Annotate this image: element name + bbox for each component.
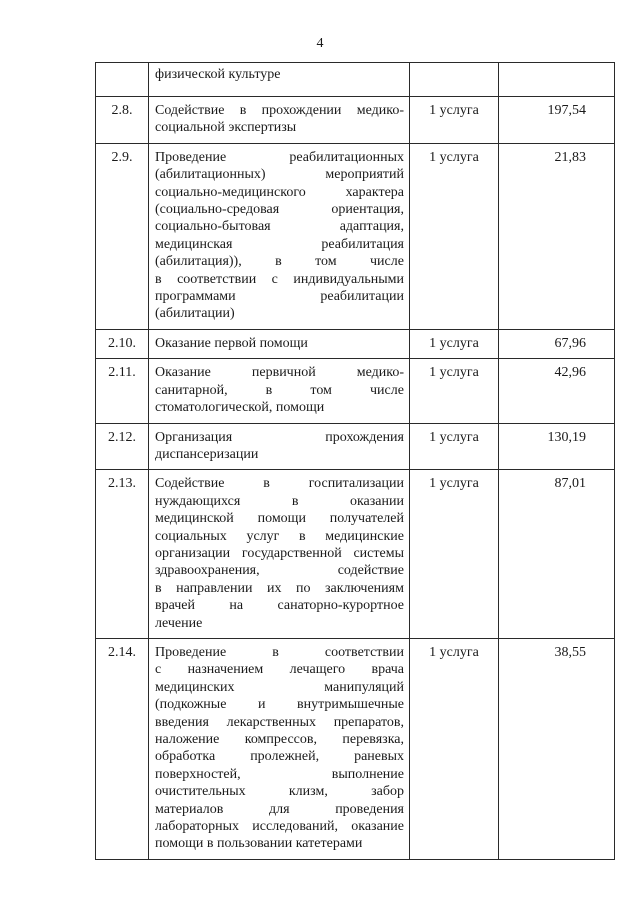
service-name-line: поверхностей, выполнение — [155, 766, 404, 782]
page-number: 4 — [316, 36, 324, 51]
service-name-line: санитарной, в том числе — [155, 382, 404, 398]
service-number-cell: 2.9. — [96, 143, 149, 329]
service-name-line: физической культуре — [155, 67, 281, 82]
service-name-line: помощи в пользовании катетерами — [155, 836, 363, 852]
service-unit-cell — [410, 63, 499, 97]
service-name-line: социально-бытовая адаптация, — [155, 219, 404, 235]
service-name-line: стоматологической, помощи — [155, 400, 325, 416]
service-name-line: социальных услуг в медицинские — [155, 528, 404, 544]
service-unit-cell: 1 услуга — [410, 638, 499, 859]
service-name-line: Проведение реабилитационных — [155, 149, 404, 165]
service-name-line: обработка пролежней, раневых — [155, 749, 404, 765]
service-name-line: наложение компрессов, перевязка, — [155, 732, 404, 747]
service-name-line: введения лекарственных препаратов, — [155, 714, 404, 730]
table-row — [96, 359, 615, 423]
table-row — [96, 97, 615, 144]
service-unit-cell: 1 услуга — [410, 359, 499, 423]
service-name-line: (подкожные и внутримышечные — [155, 697, 404, 713]
service-number-cell: 2.13. — [96, 470, 149, 639]
service-name-cell — [149, 470, 410, 639]
service-name-line: медицинская реабилитация — [155, 236, 404, 252]
service-name-line: программами реабилитации — [155, 289, 404, 305]
service-name-line: (абилитация)), в том числе — [155, 254, 404, 270]
service-number-cell — [96, 63, 149, 97]
service-number-cell: 2.12. — [96, 423, 149, 470]
service-price-cell: 197,54 — [499, 97, 615, 144]
service-unit-cell: 1 услуга — [410, 329, 499, 358]
service-name-line: лабораторных исследований, оказание — [155, 819, 404, 835]
service-name-cell — [149, 143, 410, 329]
service-name-line: в направлении их по заключениям — [155, 580, 404, 596]
service-name-line: Организация прохождения — [155, 429, 404, 445]
service-name-line: в соответствии с индивидуальными — [155, 271, 404, 287]
service-number-cell: 2.8. — [96, 97, 149, 144]
service-name-line: Содействие в госпитализации — [155, 476, 404, 492]
service-name-line: материалов для проведения — [155, 801, 404, 817]
service-price-cell: 42,96 — [499, 359, 615, 423]
service-unit-cell: 1 услуга — [410, 143, 499, 329]
service-name-line: врачей на санаторно-курортное — [155, 598, 404, 614]
service-name-line: (социально-средовая ориентация, — [155, 202, 404, 218]
service-name-line: здравоохранения, содействие — [155, 563, 404, 579]
service-price-cell — [499, 63, 615, 97]
service-name-line: Содействие в прохождении медико- — [155, 103, 404, 118]
service-price-cell: 67,96 — [499, 329, 615, 358]
table-row — [96, 470, 615, 639]
service-name-line: очистительных клизм, забор — [155, 784, 404, 800]
service-name-cell — [149, 329, 410, 358]
service-number-cell: 2.14. — [96, 638, 149, 859]
service-number-cell: 2.10. — [96, 329, 149, 358]
service-name-cell — [149, 359, 410, 423]
service-name-line: организации государственной системы — [155, 545, 404, 561]
service-price-cell: 38,55 — [499, 638, 615, 859]
service-name-line: лечение — [155, 615, 203, 631]
service-price-cell: 130,19 — [499, 423, 615, 470]
service-name-line: диспансеризации — [155, 446, 259, 462]
service-price-cell: 87,01 — [499, 470, 615, 639]
service-name-line: (абилитации) — [155, 306, 235, 322]
service-name-cell — [149, 423, 410, 470]
table-row — [96, 329, 615, 358]
table-row — [96, 143, 615, 329]
service-name-line: нуждающихся в оказании — [155, 493, 404, 509]
service-name-cell — [149, 638, 410, 859]
service-name-cell — [149, 63, 410, 97]
service-price-cell: 21,83 — [499, 143, 615, 329]
services-table — [95, 62, 615, 860]
service-number-cell: 2.11. — [96, 359, 149, 423]
services-table-body — [96, 63, 615, 860]
service-name-line: Оказание первичной медико- — [155, 365, 404, 381]
service-name-line: Оказание первой помощи — [155, 335, 308, 351]
service-name-line: (абилитационных) мероприятий — [155, 167, 404, 183]
service-name-line: социально-медицинского характера — [155, 184, 404, 200]
service-name-line: медицинских манипуляций — [155, 679, 404, 695]
table-row — [96, 63, 615, 97]
table-row — [96, 423, 615, 470]
service-name-line: с назначением лечащего врача — [155, 662, 404, 678]
table-row — [96, 638, 615, 859]
service-name-line: Проведение в соответствии — [155, 644, 404, 660]
service-name-cell — [149, 97, 410, 144]
service-unit-cell: 1 услуга — [410, 470, 499, 639]
service-unit-cell: 1 услуга — [410, 97, 499, 144]
service-unit-cell: 1 услуга — [410, 423, 499, 470]
service-name-line: социальной экспертизы — [155, 120, 297, 136]
service-name-line: медицинской помощи получателей — [155, 511, 404, 527]
